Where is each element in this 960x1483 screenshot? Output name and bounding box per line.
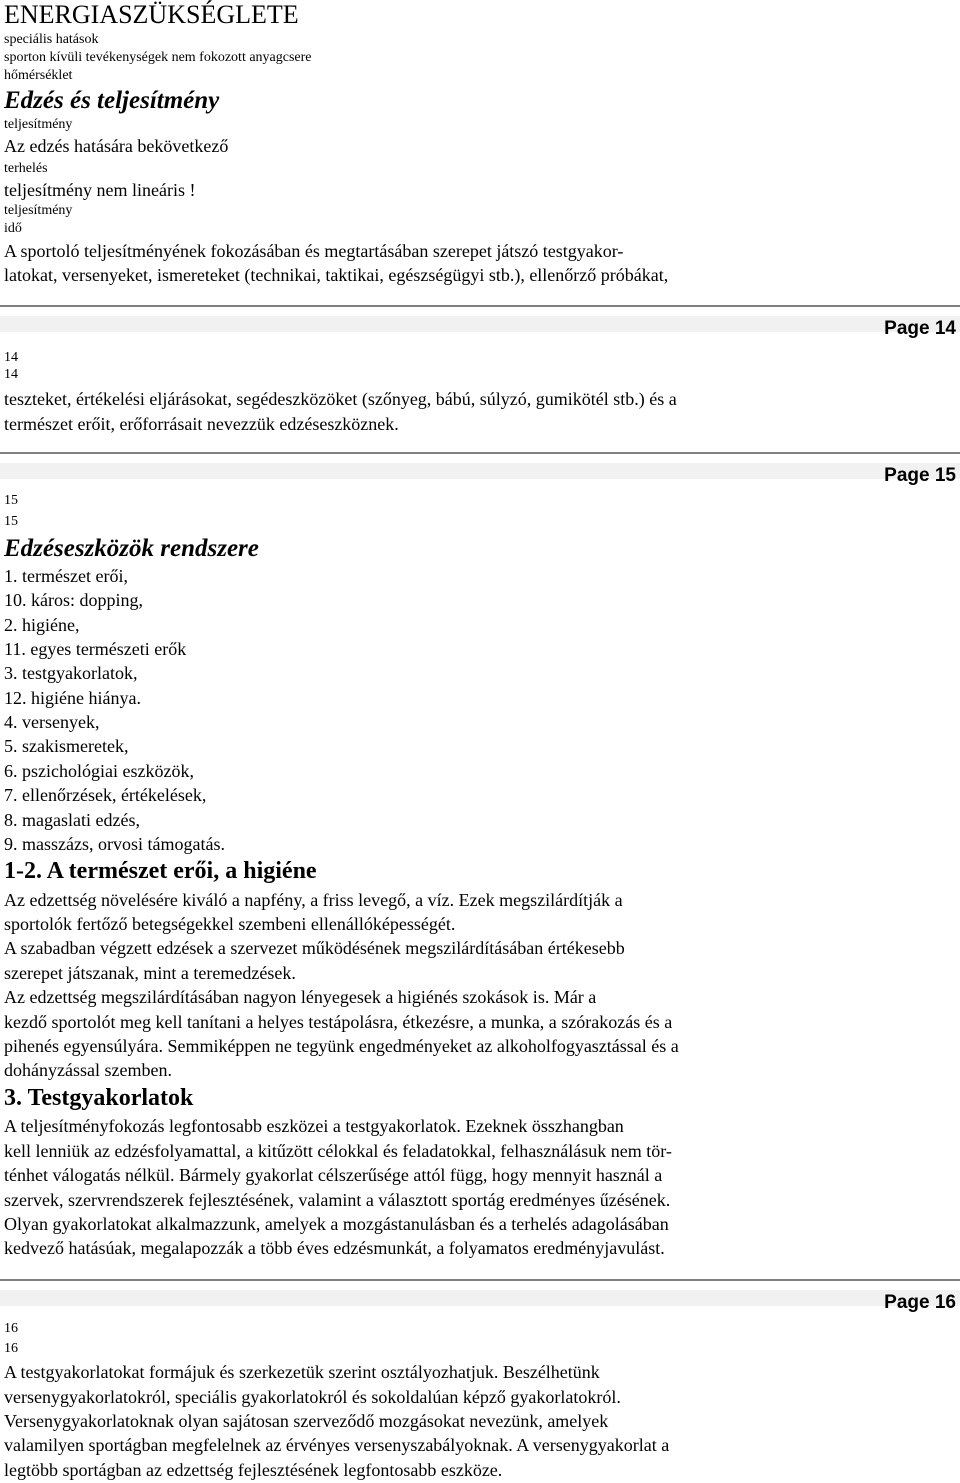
page-number: 16 (4, 1321, 18, 1336)
paragraph-line: Az edzettség megszilárdításában nagyon lényegesek a higiénés szokások is. Már a (4, 987, 597, 1007)
list-item: 6. pszichológiai eszközök, (4, 761, 194, 781)
page-separator (0, 1279, 960, 1281)
paragraph-line: kedvező hatásúak, megalapozzák a több éves edzésmunkát, a folyamatos eredményjavulást. (4, 1238, 665, 1258)
list-item: 3. testgyakorlatok, (4, 663, 138, 683)
paragraph-line: szervek, szervrendszerek fejlesztésének, valamint a választott sportág eredményes űzésének. (4, 1190, 671, 1210)
paragraph-line: A szabadban végzett edzések a szervezet működésének megszilárdításában értékesebb (4, 938, 625, 958)
diagram-caption: Az edzés hatására bekövetkező (4, 136, 229, 156)
paragraph-line: Olyan gyakorlatokat alkalmazzunk, amelyek a mozgástanulásban és a terhelés adagolásában (4, 1214, 669, 1234)
diagram-caption: teljesítmény nem lineáris ! (4, 180, 196, 200)
paragraph-line: ténhet válogatás nélkül. Bármely gyakorlat célszerűsége attól függ, hogy mennyit használ a (4, 1165, 663, 1185)
paragraph-line: A teljesítményfokozás legfontosabb eszközei a testgyakorlatok. Ezeknek összhangban (4, 1116, 624, 1136)
page-label: Page 14 (884, 318, 956, 339)
page-number: 15 (4, 493, 18, 508)
page-number: 15 (4, 514, 18, 529)
section-heading: 3. Testgyakorlatok (4, 1085, 194, 1111)
page-separator (0, 452, 960, 454)
list-item: 8. magaslati edzés, (4, 810, 140, 830)
list-item: 7. ellenőrzések, értékelések, (4, 785, 207, 805)
paragraph-line: teszteket, értékelési eljárásokat, segédeszközöket (szőnyeg, bábú, súlyzó, gumikötél stb.) és a (4, 389, 677, 409)
paragraph-line: szerepet játszanak, mint a teremedzések. (4, 963, 296, 983)
section-heading: Edzés és teljesítmény (4, 87, 220, 114)
paragraph-line: sportolók fertőző betegségekkel szembeni ellenállóképességét. (4, 914, 456, 934)
list-item: 10. káros: dopping, (4, 590, 143, 610)
paragraph-line: kezdő sportolót meg kell tanítani a helyes testápolásra, étkezésre, a munka, a szórakozás és a (4, 1012, 673, 1032)
page-header-band (0, 463, 960, 479)
diagram-label: terhelés (4, 161, 48, 176)
page-number: 14 (4, 350, 18, 365)
section-heading: Edzéseszközök rendszere (4, 535, 259, 562)
page-header-band (0, 316, 960, 332)
diagram-label: speciális hatások (4, 32, 99, 47)
diagram-label: sporton kívüli tevékenységek nem fokozott anyagcsere (4, 50, 312, 65)
paragraph-line: A sportoló teljesítményének fokozásában és megtartásában szerepet játszó testgyakor- (4, 241, 624, 261)
paragraph-line: A testgyakorlatokat formájuk és szerkezetük szerint osztályozhatjuk. Beszélhetünk (4, 1362, 600, 1382)
list-item: 11. egyes természeti erők (4, 639, 187, 659)
paragraph-line: Versenygyakorlatoknak olyan sajátosan szerveződő mozgásokat nevezünk, amelyek (4, 1411, 609, 1431)
list-item: 1. természet erői, (4, 566, 128, 586)
section-heading: 1-2. A természet erői, a higiéne (4, 858, 317, 884)
page-number: 16 (4, 1341, 18, 1356)
list-item: 12. higiéne hiánya. (4, 688, 141, 708)
page-separator (0, 305, 960, 307)
paragraph-line: versenygyakorlatokról, speciális gyakorlatokról és sokoldalúan képző gyakorlatokról. (4, 1387, 621, 1407)
diagram-label: idő (4, 221, 22, 236)
page-label: Page 15 (884, 465, 956, 486)
document-title: ENERGIASZÜKSÉGLETE (4, 0, 299, 29)
paragraph-line: pihenés egyensúlyára. Semmiképpen ne tegyünk engedményeket az alkoholfogyasztással és a (4, 1036, 679, 1056)
diagram-label: hőmérséklet (4, 68, 73, 83)
paragraph-line: Az edzettség növelésére kiváló a napfény, a friss levegő, a víz. Ezek megszilárdítják a (4, 890, 623, 910)
page-number: 14 (4, 367, 18, 382)
list-item: 4. versenyek, (4, 712, 100, 732)
paragraph-line: latokat, versenyeket, ismereteket (technikai, taktikai, egészségügyi stb.), ellenőrző próbákat, (4, 265, 669, 285)
list-item: 5. szakismeretek, (4, 736, 129, 756)
list-item: 2. higiéne, (4, 615, 80, 635)
paragraph-line: kell lenniük az edzésfolyamattal, a kitűzött célokkal és feladatokkal, felhasználásuk nem tör- (4, 1141, 672, 1161)
page-label: Page 16 (884, 1292, 956, 1313)
diagram-label: teljesítmény (4, 117, 73, 132)
diagram-label: teljesítmény (4, 203, 73, 218)
paragraph-line: természet erőit, erőforrásait nevezzük edzéseszköznek. (4, 414, 399, 434)
paragraph-line: legtöbb sportágban az edzettség fejlesztésének legfontosabb eszköze. (4, 1460, 503, 1480)
page-header-band (0, 1290, 960, 1306)
paragraph-line: dohányzással szemben. (4, 1060, 172, 1080)
list-item: 9. masszázs, orvosi támogatás. (4, 834, 225, 854)
paragraph-line: valamilyen sportágban megfelelnek az érvényes versenyszabályoknak. A versenygyakorlat a (4, 1435, 670, 1455)
